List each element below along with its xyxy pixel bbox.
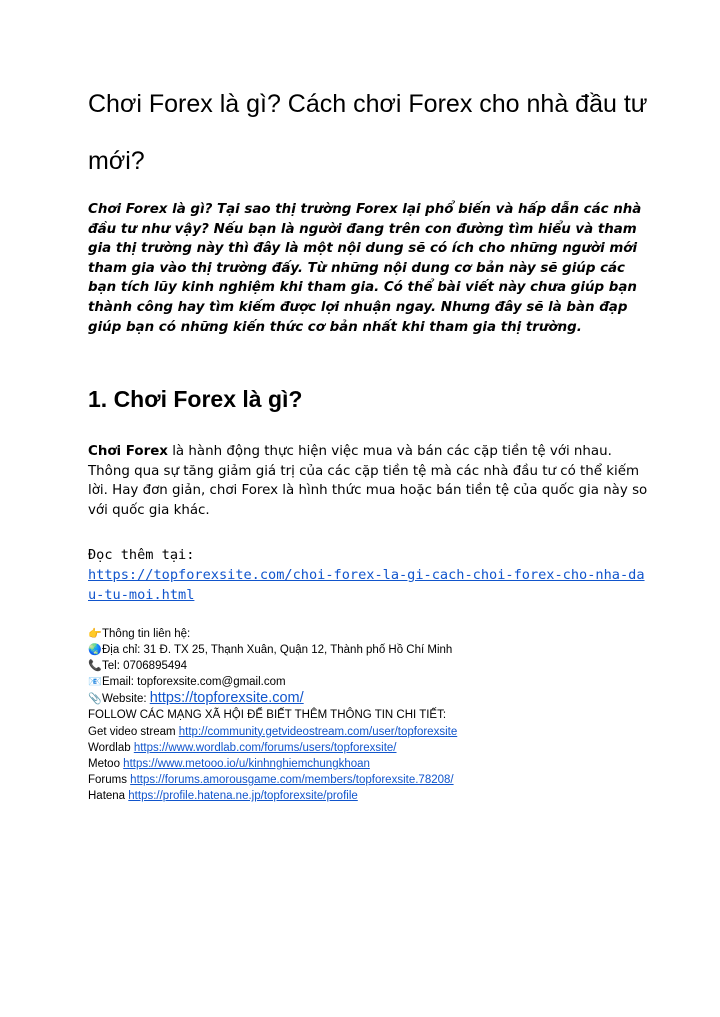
read-more-link[interactable]: https://topforexsite.com/choi-forex-la-gi-cach-choi-forex-cho-nha-dau-tu-moi.html: [88, 567, 645, 603]
website-label: Website:: [102, 693, 150, 706]
read-more-label: Đọc thêm tại:: [88, 547, 195, 563]
website-link[interactable]: https://topforexsite.com/: [149, 690, 304, 707]
paperclip-icon: 📎: [88, 693, 102, 706]
social-link-label: Hatena: [88, 789, 129, 802]
social-link-row: [88, 772, 688, 788]
social-link-label: Metoo: [88, 757, 124, 770]
address-row: [88, 642, 688, 658]
social-link[interactable]: https://www.metooo.io/u/kinhnghiemchungkhoan: [123, 757, 370, 770]
social-link[interactable]: https://forums.amorousgame.com/members/topforexsite.78208/: [130, 773, 454, 786]
globe-icon: 🌏: [88, 644, 102, 657]
social-link[interactable]: https://www.wordlab.com/forums/users/topforexsite/: [133, 741, 397, 754]
address-text: Địa chỉ: 31 Đ. TX 25, Thạnh Xuân, Quận 12, Thành phố Hồ Chí Minh: [102, 644, 453, 657]
social-link-label: Get video stream: [88, 725, 179, 738]
section-heading-1: 1. Chơi Forex là gì?: [88, 386, 303, 412]
section-1-body: là hành động thực hiện việc mua và bán các cặp tiền tệ với nhau. Thông qua sự tăng giảm giá trị của các cặp tiền tệ mà các nhà đầu tư có thể kiếm lời. Hay đơn giản, chơi Forex là hình thức mua hoặc bán tiền tệ của quốc gia này so với quốc gia khác.: [88, 444, 648, 518]
intro-paragraph: Chơi Forex là gì? Tại sao thị trường Forex lại phổ biến và hấp dẫn các nhà đầu tư như vậy? Nếu bạn là người đang trên con đường tìm hiểu và tham gia thị trường này thì đây là một nội dung sẽ có ích cho những người mới tham gia vào thị trường đấy. Từ những nội dung cơ bản này sẽ giúp các bạn tích lũy kinh nghiệm khi tham gia. Có thể bài viết này chưa giúp bạn thành công hay tìm kiếm được lợi nhuận ngay. Nhưng đây sẽ là bàn đạp giúp bạn có những kiến thức cơ bản nhất khi tham gia thị trường.: [88, 202, 642, 335]
social-link-row: [88, 740, 688, 756]
phone-icon: 📞: [88, 660, 102, 673]
contact-block: [88, 626, 688, 804]
page-title: Chơi Forex là gì? Cách chơi Forex cho nhà đầu tư mới?: [88, 90, 648, 175]
follow-text: FOLLOW CÁC MẠNG XÃ HỘI ĐỂ BIẾT THÊM THÔNG TIN CHI TIẾT:: [88, 709, 447, 722]
pointing-hand-icon: 👉: [88, 628, 102, 640]
section-1-paragraph: [88, 442, 648, 520]
contact-header: Thông tin liên hệ:: [102, 628, 191, 640]
email-icon: 📧: [88, 676, 102, 689]
email-row: [88, 674, 688, 690]
social-link[interactable]: http://community.getvideostream.com/user/topforexsite: [178, 725, 458, 738]
social-link-row: [88, 756, 688, 772]
bold-term: Chơi Forex: [88, 444, 168, 459]
social-link[interactable]: https://profile.hatena.ne.jp/topforexsite/profile: [128, 789, 358, 802]
social-link-row: [88, 788, 688, 804]
social-link-label: Wordlab: [88, 741, 134, 754]
phone-row: [88, 658, 688, 674]
website-row: [88, 690, 688, 707]
contact-header-row: [88, 626, 688, 642]
social-link-label: Forums: [88, 773, 131, 786]
read-more: [88, 545, 648, 605]
social-link-row: [88, 724, 688, 740]
phone-text: Tel: 0706895494: [102, 660, 188, 673]
email-text: Email: topforexsite.com@gmail.com: [102, 676, 286, 689]
